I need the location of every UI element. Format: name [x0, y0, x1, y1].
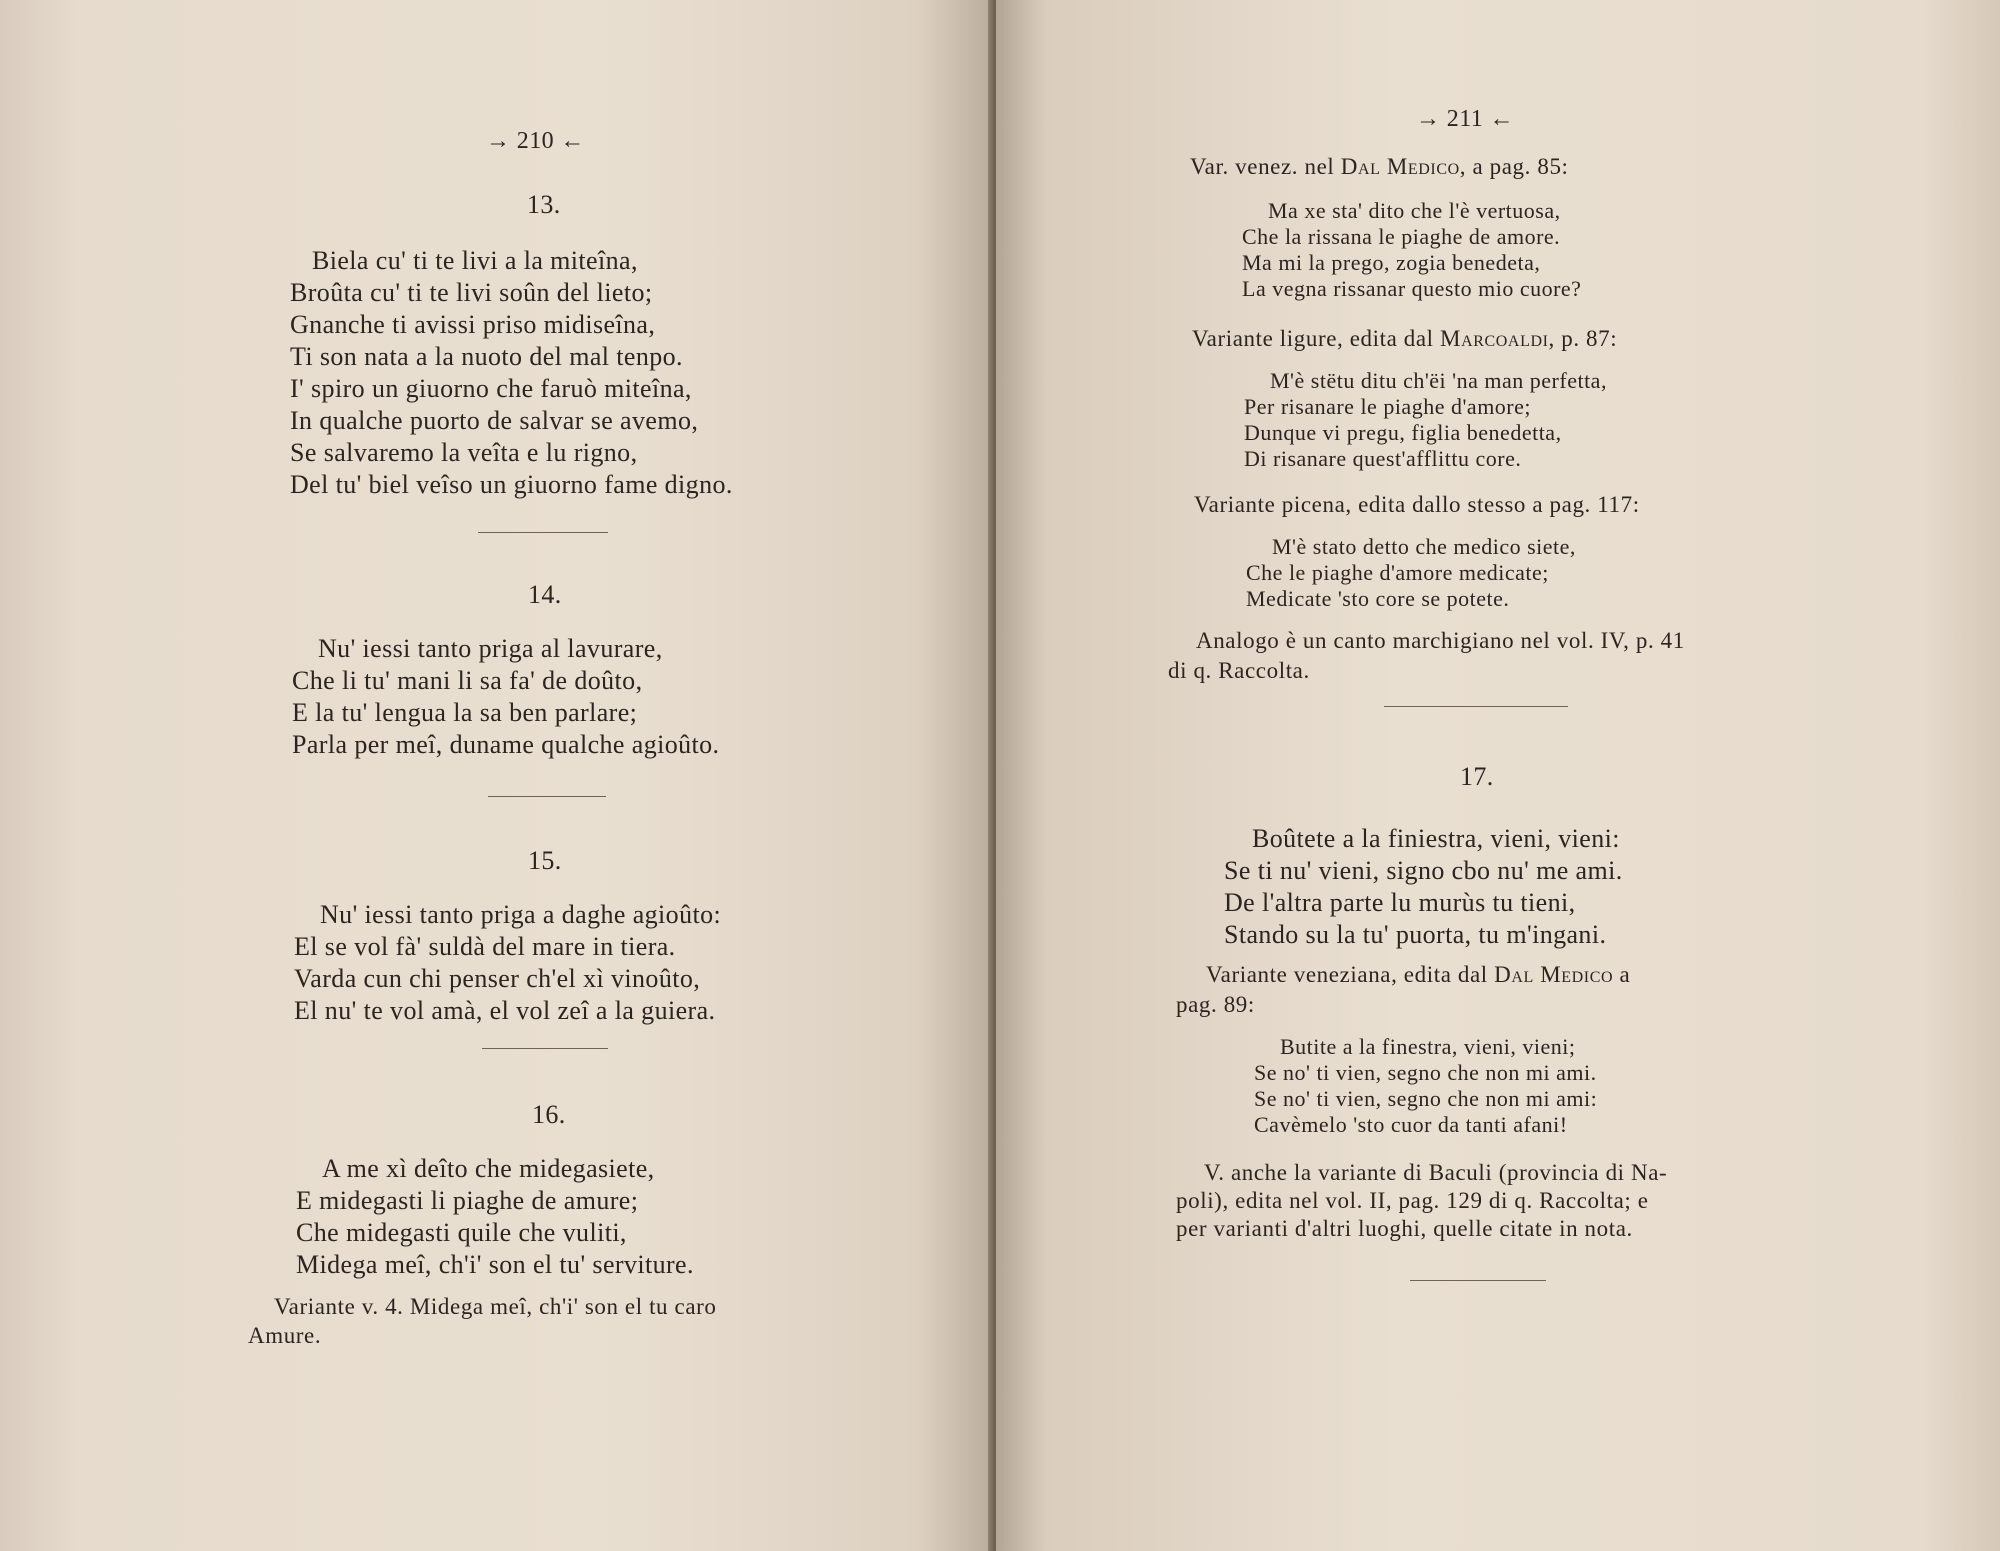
poem-14-line-4: Parla per meî, duname qualche agioûto.: [292, 730, 720, 759]
var-picena-line-3: Medicate 'sto core se potete.: [1246, 586, 1510, 611]
var-ligure-line-4: Di risanare quest'afflittu core.: [1244, 446, 1522, 471]
poem-13-line-2: Broûta cu' ti te livi soûn del lieto;: [290, 278, 653, 307]
poem-13-line-4: Ti son nata a la nuoto del mal tenpo.: [290, 342, 683, 371]
var-picena-line-1: M'è stato detto che medico siete,: [1272, 534, 1576, 559]
closing-note-line-1: V. anche la variante di Baculi (provincia di Na-: [1204, 1160, 1668, 1185]
var-veneziana-intro: Variante veneziana, edita dal Dal Medico a: [1206, 962, 1631, 987]
var-ligure-line-1: M'è stëtu ditu ch'ëi 'na man perfetta,: [1270, 368, 1607, 393]
var-venez-line-1: Ma xe sta' dito che l'è vertuosa,: [1268, 198, 1561, 223]
poem-13-line-6: In qualche puorto de salvar se avemo,: [290, 406, 699, 435]
closing-note-line-2: poli), edita nel vol. II, pag. 129 di q. Raccolta; e: [1176, 1188, 1649, 1213]
poem-13-line-7: Se salvaremo la veîta e lu rigno,: [290, 438, 638, 467]
var-ligure-intro: Variante ligure, edita dal Marcoaldi, p. 87:: [1192, 326, 1618, 351]
section-divider: [482, 1048, 608, 1049]
section-divider: [1384, 706, 1568, 707]
var-picena-line-2: Che le piaghe d'amore medicate;: [1246, 560, 1549, 585]
var-veneziana-line-3: Se no' ti vien, segno che non mi ami:: [1254, 1086, 1598, 1111]
var-veneziana-intro-line-2: pag. 89:: [1176, 992, 1255, 1017]
var-veneziana-line-4: Cavèmelo 'sto cuor da tanti afani!: [1254, 1112, 1568, 1137]
poem-14-line-3: E la tu' lengua la sa ben parlare;: [292, 698, 638, 727]
poem-16-line-3: Che midegasti quile che vuliti,: [296, 1218, 627, 1247]
section-divider: [488, 796, 606, 797]
poem-15-line-1: Nu' iessi tanto priga a daghe agioûto:: [320, 900, 722, 929]
var-veneziana-line-1: Butite a la finestra, vieni, vieni;: [1280, 1034, 1576, 1059]
page-number-210: → 210 ←: [486, 128, 585, 154]
poem-17-line-3: De l'altra parte lu murùs tu tieni,: [1224, 888, 1576, 917]
poem-number-17: 17.: [1460, 762, 1494, 791]
analogo-line-1: Analogo è un canto marchigiano nel vol. IV, p. 41: [1196, 628, 1685, 653]
poem-16-line-2: E midegasti li piaghe de amure;: [296, 1186, 639, 1215]
left-page: [0, 0, 996, 1551]
poem-number-13: 13.: [527, 190, 561, 219]
poem-17-line-1: Boûtete a la finiestra, vieni, vieni:: [1252, 824, 1620, 853]
var-picena-intro: Variante picena, edita dallo stesso a pag. 117:: [1194, 492, 1640, 517]
poem-14-line-1: Nu' iessi tanto priga al lavurare,: [318, 634, 663, 663]
poem-13-line-5: I' spiro un giuorno che faruò miteîna,: [290, 374, 692, 403]
poem-17-line-2: Se ti nu' vieni, signo cbo nu' me ami.: [1224, 856, 1623, 885]
poem-15-line-4: El nu' te vol amà, el vol zeî a la guiera.: [294, 996, 716, 1025]
page-number-211: → 211 ←: [1416, 106, 1514, 132]
var-venez-intro: Var. venez. nel Dal Medico, a pag. 85:: [1190, 154, 1569, 179]
poem-13-line-3: Gnanche ti avissi priso midiseîna,: [290, 310, 656, 339]
poem-16-line-4: Midega meî, ch'i' son el tu' serviture.: [296, 1250, 694, 1279]
poem-16-line-1: A me xì deîto che midegasiete,: [322, 1154, 655, 1183]
right-page: [996, 0, 2000, 1551]
closing-note-line-3: per varianti d'altri luoghi, quelle citate in nota.: [1176, 1216, 1633, 1241]
variant-note-line-1: Variante v. 4. Midega meî, ch'i' son el tu caro: [274, 1294, 717, 1319]
poem-number-15: 15.: [528, 846, 562, 875]
var-venez-line-3: Ma mi la prego, zogia benedeta,: [1242, 250, 1541, 275]
poem-17-line-4: Stando su la tu' puorta, tu m'ingani.: [1224, 920, 1607, 949]
poem-15-line-3: Varda cun chi penser ch'el xì vinoûto,: [294, 964, 701, 993]
analogo-line-2: di q. Raccolta.: [1168, 658, 1310, 683]
section-divider: [1410, 1280, 1546, 1281]
var-venez-line-4: La vegna rissanar questo mio cuore?: [1242, 276, 1582, 301]
poem-13-line-8: Del tu' biel veîso un giuorno fame digno.: [290, 470, 733, 499]
var-venez-line-2: Che la rissana le piaghe de amore.: [1242, 224, 1561, 249]
var-ligure-line-2: Per risanare le piaghe d'amore;: [1244, 394, 1532, 419]
section-divider: [478, 532, 608, 533]
var-veneziana-line-2: Se no' ti vien, segno che non mi ami.: [1254, 1060, 1597, 1085]
poem-number-14: 14.: [528, 580, 562, 609]
variant-note-line-2: Amure.: [248, 1323, 322, 1348]
poem-15-line-2: El se vol fà' suldà del mare in tiera.: [294, 932, 676, 961]
poem-number-16: 16.: [532, 1100, 566, 1129]
var-ligure-line-3: Dunque vi pregu, figlia benedetta,: [1244, 420, 1562, 445]
poem-13-line-1: Biela cu' ti te livi a la miteîna,: [312, 246, 638, 275]
poem-14-line-2: Che li tu' mani li sa fa' de doûto,: [292, 666, 643, 695]
